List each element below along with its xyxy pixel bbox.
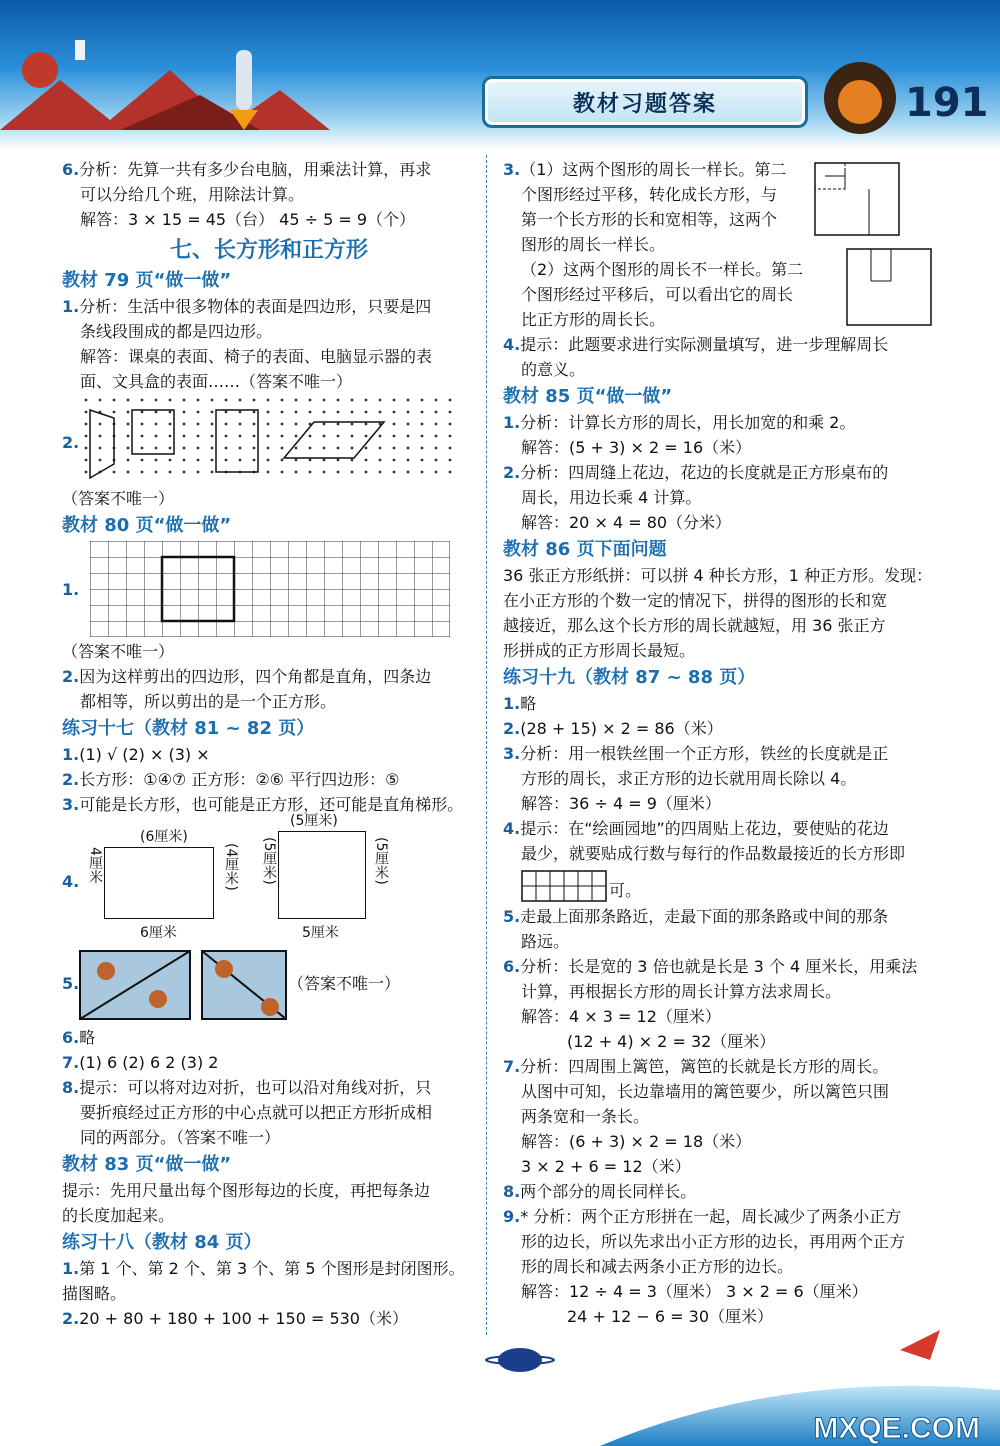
e19-q7-line4: 解答：(6 + 3) × 2 = 18（米） [521, 1132, 752, 1151]
e19-q6-line2: 计算，再根据长方形的周长计算方法求周长。 [521, 982, 842, 1001]
s83-line2: 的长度加起来。 [62, 1206, 175, 1225]
s85-q2-line2: 周长，用边长乘 4 计算。 [521, 488, 702, 507]
translation-figures [813, 161, 943, 329]
e19-q9-line1: 9.* 分析：两个正方形拼在一起，周长减少了两条小正方 [503, 1207, 902, 1226]
column-divider [486, 155, 487, 1335]
e19-q3-line2: 方形的周长，求正方形的边长就用周长除以 4。 [521, 769, 857, 788]
e19-q5-line1: 5.走最上面那条路近，走最下面的那条路或中间的那条 [503, 907, 889, 926]
chapter-title: 七、长方形和正方形 [169, 238, 368, 263]
section-p86: 教材 86 页下面问题 [503, 539, 667, 560]
section-p85: 教材 85 页“做一做” [503, 386, 673, 407]
measure-figure: 4. (6厘米) 6厘米 4厘米 (4厘米) (5厘米) 5厘米 (5厘米) (5厘米) [62, 813, 389, 941]
section-exercise19: 练习十九（教材 87 ~ 88 页） [503, 667, 756, 688]
footer-illustration [0, 1330, 1000, 1446]
s79-q2-note: （答案不唯一） [62, 489, 175, 508]
s86-line4: 形拼成的正方形周长最短。 [503, 641, 696, 660]
s86-line1: 36 张正方形纸拼：可以拼 4 种长方形，1 种正方形。发现： [503, 566, 933, 585]
grid-figure: 1. [62, 539, 476, 639]
square-5x5 [278, 831, 366, 919]
section-exercise18: 练习十八（教材 84 页） [62, 1232, 262, 1253]
e19-q9-line3: 形的周长和减去两条小正方形的边长。 [521, 1257, 794, 1276]
e19-q7-line1: 7.分析：四周围上篱笆，篱笆的长就是长方形的周长。 [503, 1057, 889, 1076]
e17-q8-line1: 8.提示：可以将对边对折，也可以沿对角线对折，只 [62, 1078, 432, 1097]
q3-1-line3: 第一个长方形的长和宽相等，这两个 [521, 210, 778, 229]
q6-line2: 可以分给几个班，用除法计算。 [80, 185, 305, 204]
e19-q3-line3: 解答：36 ÷ 4 = 9（厘米） [521, 794, 721, 813]
left-column [62, 157, 476, 1331]
page-number: 191 [905, 80, 989, 126]
s79-q1-line4: 面、文具盒的表面……（答案不唯一） [80, 372, 353, 391]
e19-q6-line3: 解答：4 × 3 = 12（厘米） [521, 1007, 721, 1026]
s79-q1-line1: 1.分析：生活中很多物体的表面是四边形，只要是四 [62, 297, 432, 316]
grid-paper [90, 541, 450, 637]
rectangle-6x4 [104, 847, 214, 919]
s85-q2-line3: 解答：20 × 4 = 80（分米） [521, 513, 732, 532]
e19-q4-line2: 最少，就要贴成行数与每行的作品数最接近的长方形即 [521, 844, 906, 863]
fold-figure: 5. （答案不唯一） [62, 947, 476, 1025]
folding-squares [78, 949, 288, 1021]
e19-q3-line1: 3.分析：用一根铁丝围一个正方形，铁丝的长度就是正 [503, 744, 889, 763]
e19-q6-line4: (12 + 4) × 2 = 32（厘米） [567, 1032, 776, 1051]
section-p83: 教材 83 页“做一做” [62, 1154, 232, 1175]
q3-2-line2: 个图形经过平移后，可以看出它的周长 [521, 285, 794, 304]
e19-q2: 2.(28 + 15) × 2 = 86（米） [503, 719, 723, 738]
rocket-icon [900, 1330, 940, 1360]
e17-q3: 3.可能是长方形，也可能是正方形，还可能是直角梯形。 [62, 795, 464, 814]
e19-q7-line5: 3 × 2 + 6 = 12（米） [521, 1157, 691, 1176]
s80-q2-line1: 2.因为这样剪出的四边形，四个角都是直角，四条边 [62, 667, 432, 686]
e19-q1: 1.略 [503, 694, 537, 713]
s86-line3: 越接近，那么这个长方形的周长就越短，用 36 张正方 [503, 616, 886, 635]
q3-1-line1: 3.（1）这两个图形的周长一样长。第二 [503, 160, 787, 179]
s86-line2: 在小正方形的个数一定的情况下，拼得的图形的长和宽 [503, 591, 888, 610]
q3-1-line4: 图形的周长一样长。 [521, 235, 666, 254]
q6-answer: 解答：3 × 15 = 45（台） 45 ÷ 5 = 9（个） [80, 210, 416, 229]
e19-q9-line5: 24 + 12 − 6 = 30（厘米） [567, 1307, 773, 1326]
s85-q1-line2: 解答：(5 + 3) × 2 = 16（米） [521, 438, 752, 457]
q4-line1: 4.提示：此题要求进行实际测量填写，进一步理解周长 [503, 335, 889, 354]
e17-q8-line2: 要折痕经过正方形的中心点就可以把正方形折成相 [80, 1103, 433, 1122]
e19-q6-line1: 6.分析：长是宽的 3 倍也就是长是 3 个 4 厘米长，用乘法 [503, 957, 918, 976]
e17-q7: 7.(1) 6 (2) 6 2 (3) 2 [62, 1053, 219, 1072]
e17-q8-line3: 同的两部分。（答案不唯一） [80, 1128, 281, 1147]
e17-q2: 2.长方形：①④⑦ 正方形：②⑥ 平行四边形：⑤ [62, 770, 400, 789]
q6-line1: 6.分析：先算一共有多少台电脑，用乘法计算，再求 [62, 160, 432, 179]
banner-title: 教材习题答案 [572, 91, 717, 117]
q4-line2: 的意义。 [521, 360, 586, 379]
s85-q2-line1: 2.分析：四周缝上花边，花边的长度就是正方形桌布的 [503, 463, 889, 482]
q3-2-line3: 比正方形的周长长。 [521, 310, 666, 329]
e19-q7-line3: 两条宽和一条长。 [521, 1107, 650, 1126]
s83-line1: 提示：先用尺量出每个图形每边的长度，再把每条边 [62, 1181, 431, 1200]
planet-icon [498, 1348, 542, 1372]
section-p79: 教材 79 页“做一做” [62, 270, 232, 291]
header-banner [482, 76, 808, 128]
section-exercise17: 练习十七（教材 81 ~ 82 页） [62, 718, 315, 739]
right-column [503, 157, 943, 1329]
e19-q5-line2: 路远。 [521, 932, 570, 951]
page-header [0, 0, 1000, 150]
q3-block [503, 157, 943, 332]
e19-q7-line2: 从图中可知，长边靠墙用的篱笆要少，所以篱笆只围 [521, 1082, 890, 1101]
e17-q1: 1.(1) √ (2) × (3) × [62, 745, 210, 764]
e19-q4-line1: 4.提示：在“绘画园地”的四周贴上花边，要使贴的花边 [503, 819, 889, 838]
q3-1-line2: 个图形经过平移，转化成长方形，与 [521, 185, 778, 204]
e17-q6: 6.略 [62, 1028, 96, 1047]
planet-icon [22, 52, 58, 88]
s85-q1-line1: 1.分析：计算长方形的周长，用长加宽的和乘 2。 [503, 413, 856, 432]
s79-q1-line3: 解答：课桌的表面、椅子的表面、电脑显示器的表 [80, 347, 433, 366]
rocket-icon [236, 50, 252, 110]
e18-q1-line1: 1.第 1 个、第 2 个、第 3 个、第 5 个图形是封闭图形。 [62, 1259, 465, 1278]
s79-q1-line2: 条线段围成的都是四边形。 [80, 322, 273, 341]
arrangement-grid [521, 870, 607, 902]
e18-q1-line2: 描图略。 [62, 1284, 127, 1303]
section-p80: 教材 80 页“做一做” [62, 515, 232, 536]
mascot-face-icon [838, 80, 882, 124]
e18-q2: 2.20 + 80 + 180 + 100 + 150 = 530（米） [62, 1309, 408, 1328]
s80-q2-line2: 都相等，所以剪出的是一个正方形。 [80, 692, 337, 711]
e19-q9-line4: 解答：12 ÷ 4 = 3（厘米） 3 × 2 = 6（厘米） [521, 1282, 868, 1301]
dot-grid-figure: 2. [62, 394, 476, 486]
s80-q1-note: （答案不唯一） [62, 642, 175, 661]
e19-q8: 8.两个部分的周长同样长。 [503, 1182, 697, 1201]
q3-2-line1: （2）这两个图形的周长不一样长。第二 [521, 260, 804, 279]
watermark: MXQE.COM [813, 1412, 980, 1445]
e19-q9-line2: 形的边长，所以先求出小正方形的边长，再用两个正方 [521, 1232, 906, 1251]
dot-grid-shapes [84, 398, 454, 482]
astronaut-icon [75, 40, 85, 60]
e19-q4-figure: 可。 [503, 866, 943, 904]
